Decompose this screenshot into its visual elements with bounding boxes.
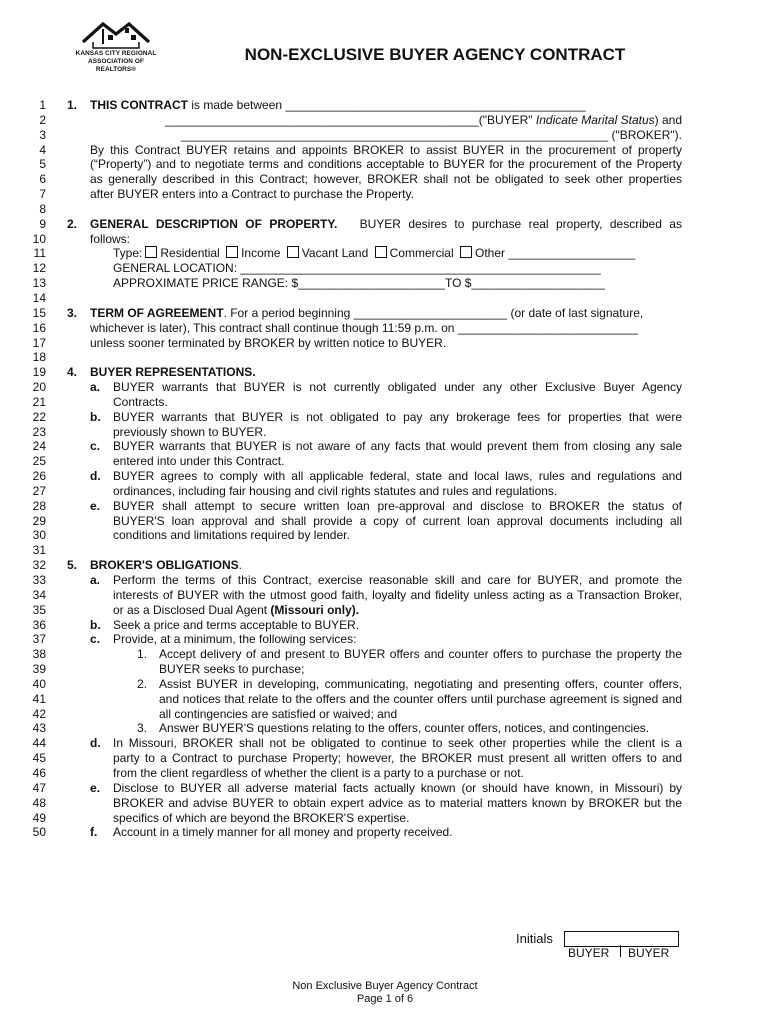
line-50: 50 f. Account in a timely manner for all money and property received. bbox=[32, 825, 453, 840]
line-19: 19 4. BUYER REPRESENTATIONS. bbox=[0, 365, 770, 380]
line-26: 26 d. BUYER agrees to comply with all applicable federal, state and local laws, rules and regulations and bbox=[32, 469, 682, 484]
line-6: 6 as generally described in this Contract; however, BROKER shall not be obligated to seek other properties bbox=[39, 172, 682, 187]
line-37: 37 c. Provide, at a minimum, the following services: bbox=[32, 632, 357, 647]
general-location-field[interactable]: GENERAL LOCATION: ______________________________________________________ bbox=[113, 261, 601, 276]
line-41: 41 and notices that relate to the offers and the counter offers until purchase agreement is signed and bbox=[32, 691, 682, 706]
section-heading: TERM OF AGREEMENT bbox=[90, 305, 224, 320]
line-20: 20 a. BUYER warrants that BUYER is not currently obligated under any other Exclusive Buyer Agency bbox=[32, 380, 682, 395]
line-11: 11 Type: Residential Income Vacant Land Commercial Other ___________________ bbox=[0, 246, 770, 261]
buyer-name-field[interactable]: _______________________________________________("BUYER" bbox=[165, 112, 536, 127]
page-footer bbox=[0, 980, 770, 1006]
initials-field[interactable] bbox=[564, 931, 679, 947]
line-48: 48 BROKER and advise BUYER to obtain expert advice as to material matters known by BROKER but the bbox=[32, 795, 682, 810]
footer-title: Non Exclusive Buyer Agency Contract bbox=[292, 980, 478, 992]
logo-line-1: KANSAS CITY REGIONAL bbox=[75, 50, 157, 57]
line-32: 32 5. BROKER'S OBLIGATIONS. bbox=[32, 558, 242, 573]
section-heading: THIS CONTRACT bbox=[90, 98, 188, 112]
term-end-field[interactable]: whichever is later), This contract shall continue though 11:59 p.m. on ___________________________ bbox=[90, 320, 638, 335]
line-12: 12 GENERAL LOCATION: ______________________________________________________ bbox=[0, 261, 770, 276]
line-5: 5 (“Property”) and to negotiate terms and conditions acceptable to BUYER for the procurement of the Property bbox=[39, 157, 682, 172]
residential-checkbox[interactable] bbox=[145, 246, 157, 258]
line-29: 29 BUYER'S loan approval and shall provide a copy of current loan approval documents including all bbox=[32, 513, 682, 528]
line-28: 28 e. BUYER shall attempt to secure written loan pre-approval and disclose to BROKER the status of bbox=[32, 498, 682, 513]
commercial-checkbox[interactable] bbox=[375, 246, 387, 258]
line-13: 13 APPROXIMATE PRICE RANGE: $______________________TO $____________________ bbox=[0, 276, 770, 291]
line-8: 8 bbox=[39, 201, 46, 216]
contract-body bbox=[0, 98, 770, 840]
other-checkbox[interactable] bbox=[460, 246, 472, 258]
line-3: 3 ________________________________________________________________ ("BROKER"). bbox=[39, 127, 682, 142]
line-2: 2 _______________________________________________("BUYER" Indicate Marital Status) and bbox=[39, 112, 682, 127]
other-type-field[interactable]: Other ___________________ bbox=[474, 246, 636, 261]
line-24: 24 c. BUYER warrants that BUYER is not aware of any facts that would prevent them from closing any sale bbox=[32, 439, 682, 454]
line-46: 46 from the client regardless of whether the client is a party to a purchase or not. bbox=[32, 765, 524, 780]
section-heading: BROKER'S OBLIGATIONS bbox=[90, 558, 239, 573]
line-38: 38 1. Accept delivery of and present to BUYER offers and counter offers to purchase the property the bbox=[32, 647, 682, 662]
line-22: 22 b. BUYER warrants that BUYER is not obligated to pay any brokerage fees for properties that were bbox=[32, 409, 682, 424]
term-start-field[interactable]: . For a period beginning _______________________ (or date of last signature, bbox=[223, 305, 644, 320]
vacant-land-checkbox[interactable] bbox=[287, 246, 299, 258]
line-18: 18 bbox=[32, 350, 46, 365]
broker-name-field[interactable]: ________________________________________________________________ ("BROKER"). bbox=[181, 127, 682, 142]
line-39: 39 BUYER seeks to purchase; bbox=[32, 662, 305, 677]
line-43: 43 3. Answer BUYER'S questions relating to the offers, counter offers, notices, and contingencies. bbox=[32, 721, 650, 736]
line-30: 30 conditions and limitations required by lender. bbox=[32, 528, 350, 543]
line-34: 34 interests of BUYER with the utmost good faith, loyalty and fidelity unless acting as a Transaction Broker, bbox=[32, 587, 682, 602]
line-36: 36 b. Seek a price and terms acceptable to BUYER. bbox=[32, 617, 360, 632]
income-checkbox[interactable] bbox=[226, 246, 238, 258]
line-17: 17 unless sooner terminated by BROKER by written notice to BUYER. bbox=[32, 335, 447, 350]
buyer-2-label: BUYER bbox=[628, 946, 670, 960]
line-4: 4 By this Contract BUYER retains and appoints BROKER to assist BUYER in the procurement of property bbox=[39, 142, 682, 157]
section-heading: GENERAL DESCRIPTION OF PROPERTY. bbox=[90, 216, 338, 231]
buyer-1-label: BUYER bbox=[568, 946, 610, 960]
document-title: NON-EXCLUSIVE BUYER AGENCY CONTRACT bbox=[244, 45, 626, 64]
price-range-field[interactable]: APPROXIMATE PRICE RANGE: $______________________TO $____________________ bbox=[113, 276, 605, 291]
line-49: 49 specifics of which are beyond the BROKER'S expertise. bbox=[32, 810, 410, 825]
line-9: 9 2. GENERAL DESCRIPTION OF PROPERTY. BUYER desires to purchase real property, described as bbox=[39, 216, 682, 231]
parties-field[interactable]: is made between _____________________________________________ bbox=[188, 98, 586, 112]
line-1: 1 1. THIS CONTRACT is made between _____________________________________________ bbox=[39, 98, 586, 112]
line-44: 44 d. In Missouri, BROKER shall not be obligated to continue to seek other properties while the client is a bbox=[32, 736, 682, 751]
page-number: Page 1 of 6 bbox=[356, 993, 414, 1005]
line-23: 23 previously shown to BUYER. bbox=[32, 424, 267, 439]
line-35: 35 or as a Disclosed Dual Agent (Missouri only). bbox=[32, 602, 360, 617]
line-10: 10 follows: bbox=[32, 231, 131, 246]
line-15: 15 3. TERM OF AGREEMENT. For a period beginning _______________________ (or date of last signature, bbox=[32, 305, 644, 320]
initials-label: Initials bbox=[516, 931, 553, 946]
initials-divider bbox=[620, 945, 621, 957]
line-42: 42 all contingencies are satisfied or waived; and bbox=[32, 706, 398, 721]
line-21: 21 Contracts. bbox=[32, 394, 168, 409]
kcrar-logo bbox=[70, 20, 162, 75]
line-25: 25 entered into under this Contract. bbox=[32, 454, 285, 469]
line-7: 7 after BUYER enters into a Contract to purchase the Property. bbox=[39, 187, 414, 202]
section-heading: BUYER REPRESENTATIONS. bbox=[90, 365, 256, 380]
line-16: 16 whichever is later), This contract shall continue though 11:59 p.m. on ___________________________ bbox=[0, 321, 770, 336]
line-45: 45 party to a Contract to purchase Property; however, the BROKER must present all written offers to and bbox=[32, 751, 682, 766]
house-logo-icon bbox=[81, 20, 151, 50]
logo-line-2: ASSOCIATION OF REALTORS® bbox=[88, 58, 144, 73]
line-47: 47 e. Disclose to BUYER all adverse material facts actually known (or should have known, in Missouri) by bbox=[32, 780, 682, 795]
line-31: 31 bbox=[32, 543, 46, 558]
line-40: 40 2. Assist BUYER in developing, communicating, negotiating and presenting offers, counter offers, bbox=[32, 676, 682, 691]
line-33: 33 a. Perform the terms of this Contract, exercise reasonable skill and care for BUYER, and promote the bbox=[32, 573, 682, 587]
line-27: 27 ordinances, including fair housing and civil rights statutes and rules and regulations. bbox=[32, 483, 558, 498]
property-type-row: Type: Residential Income Vacant Land Commercial Other ___________________ bbox=[113, 246, 636, 261]
line-14: 14 bbox=[32, 290, 46, 305]
initials-block bbox=[516, 931, 686, 971]
section-number: 1. bbox=[67, 98, 78, 112]
